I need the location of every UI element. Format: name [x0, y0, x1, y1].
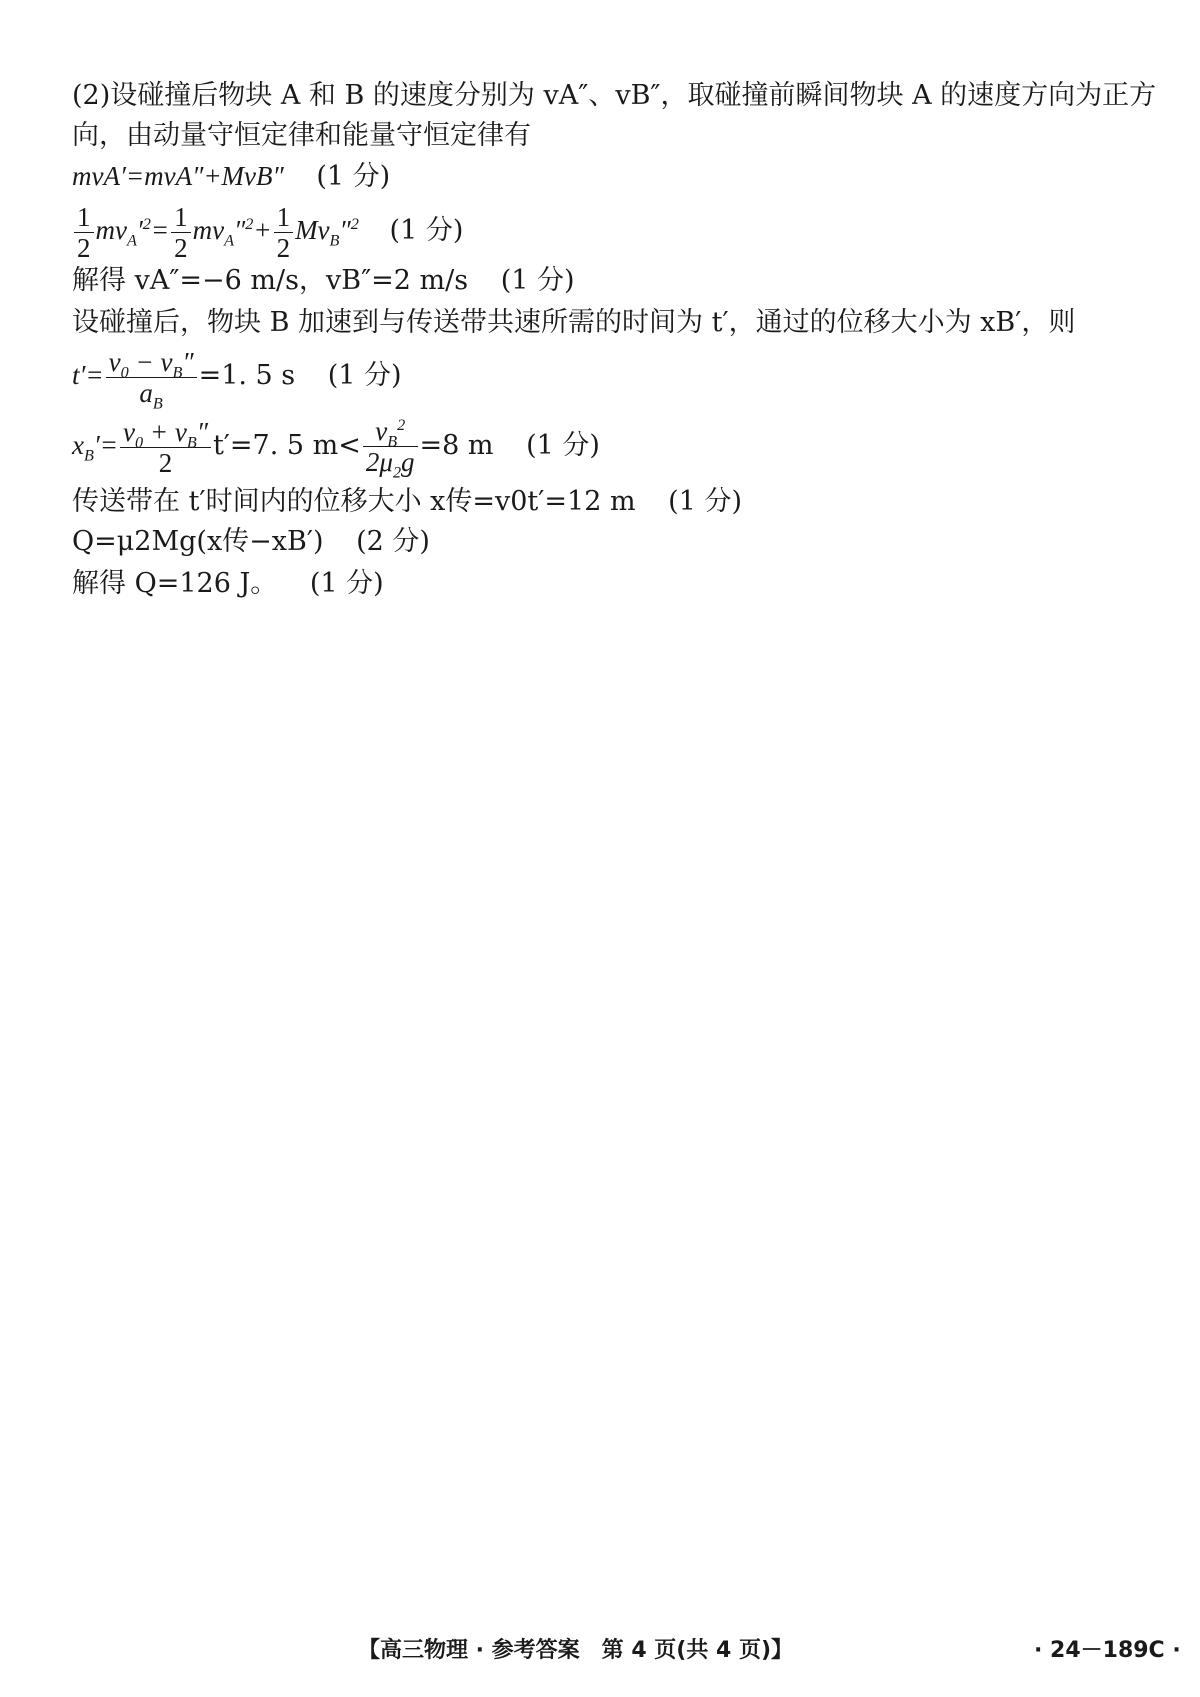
energy-equation: $\frac{1}{2}$ $mv_A'^2=$ $\frac{1}{2}$ $mv_A''^2+$ $\frac{1}{2}$ $Mv_B''^2$ — [72, 215, 366, 245]
time-equation: t′= $\frac{v_0 - v_B''}{a_B}$ — [72, 360, 199, 390]
score-label: (1 分) — [327, 360, 402, 391]
paragraph-line-2: 向，由动量守恒定律和能量守恒定律有 — [72, 120, 531, 151]
score-label: (1 分) — [309, 568, 384, 599]
momentum-equation-line — [72, 158, 1140, 195]
final-answer: 解得 Q=126 J。 — [72, 568, 278, 599]
footer-page-info: 【高三物理 · 参考答案 第 4 页(共 4 页)】 — [358, 1638, 794, 1663]
solution-line-velocities — [72, 263, 1140, 299]
score-label: (1 分) — [526, 430, 600, 461]
score-label: (1 分) — [389, 215, 464, 246]
score-label: (1 分) — [500, 265, 575, 296]
displacement-result: t′=7. 5 m< — [212, 430, 361, 461]
momentum-equation: mvA′=mvA″+MvB″ — [72, 161, 284, 191]
score-label: (2 分) — [356, 526, 430, 557]
time-result: =1. 5 s — [198, 360, 296, 391]
footer-code: · 24－189C · — [1034, 1638, 1181, 1663]
score-label: (1 分) — [668, 486, 742, 517]
final-answer-line — [72, 566, 1140, 602]
belt-displacement-text: 传送带在 t′时间内的位移大小 x传=v0t′=12 m — [72, 486, 636, 517]
heat-equation: Q=μ2Mg(x传−xB′) — [72, 526, 324, 557]
solution-text: 解得 vA″=−6 m/s，vB″=2 m/s — [72, 265, 469, 296]
belt-displacement-line — [72, 484, 1140, 520]
heat-equation-line — [72, 524, 1140, 560]
score-label: (1 分) — [316, 161, 391, 192]
energy-equation-line — [72, 198, 1140, 263]
displacement-equation: $x_B'=$ $\frac{v_0 + v_B''}{2}$ — [72, 430, 213, 460]
displacement-equation-line: $x_B'=$ $\frac{v_0 + v_B''}{2}$ t′=7. 5 m< $\frac{v_B^2}{2\mu_2g}$ =8 m (1 分) — [72, 416, 600, 482]
displacement-compare: =8 m — [419, 430, 494, 461]
paragraph-line-1: (2)设碰撞后物块 A 和 B 的速度分别为 vA″、vB″，取碰撞前瞬间物块 A 的速度方向为正方 — [72, 80, 1157, 111]
paragraph-line-6: 设碰撞后，物块 B 加速到与传送带共速所需的时间为 t′，通过的位移大小为 xB′，则 — [72, 307, 1076, 338]
time-equation-line — [72, 343, 1140, 413]
